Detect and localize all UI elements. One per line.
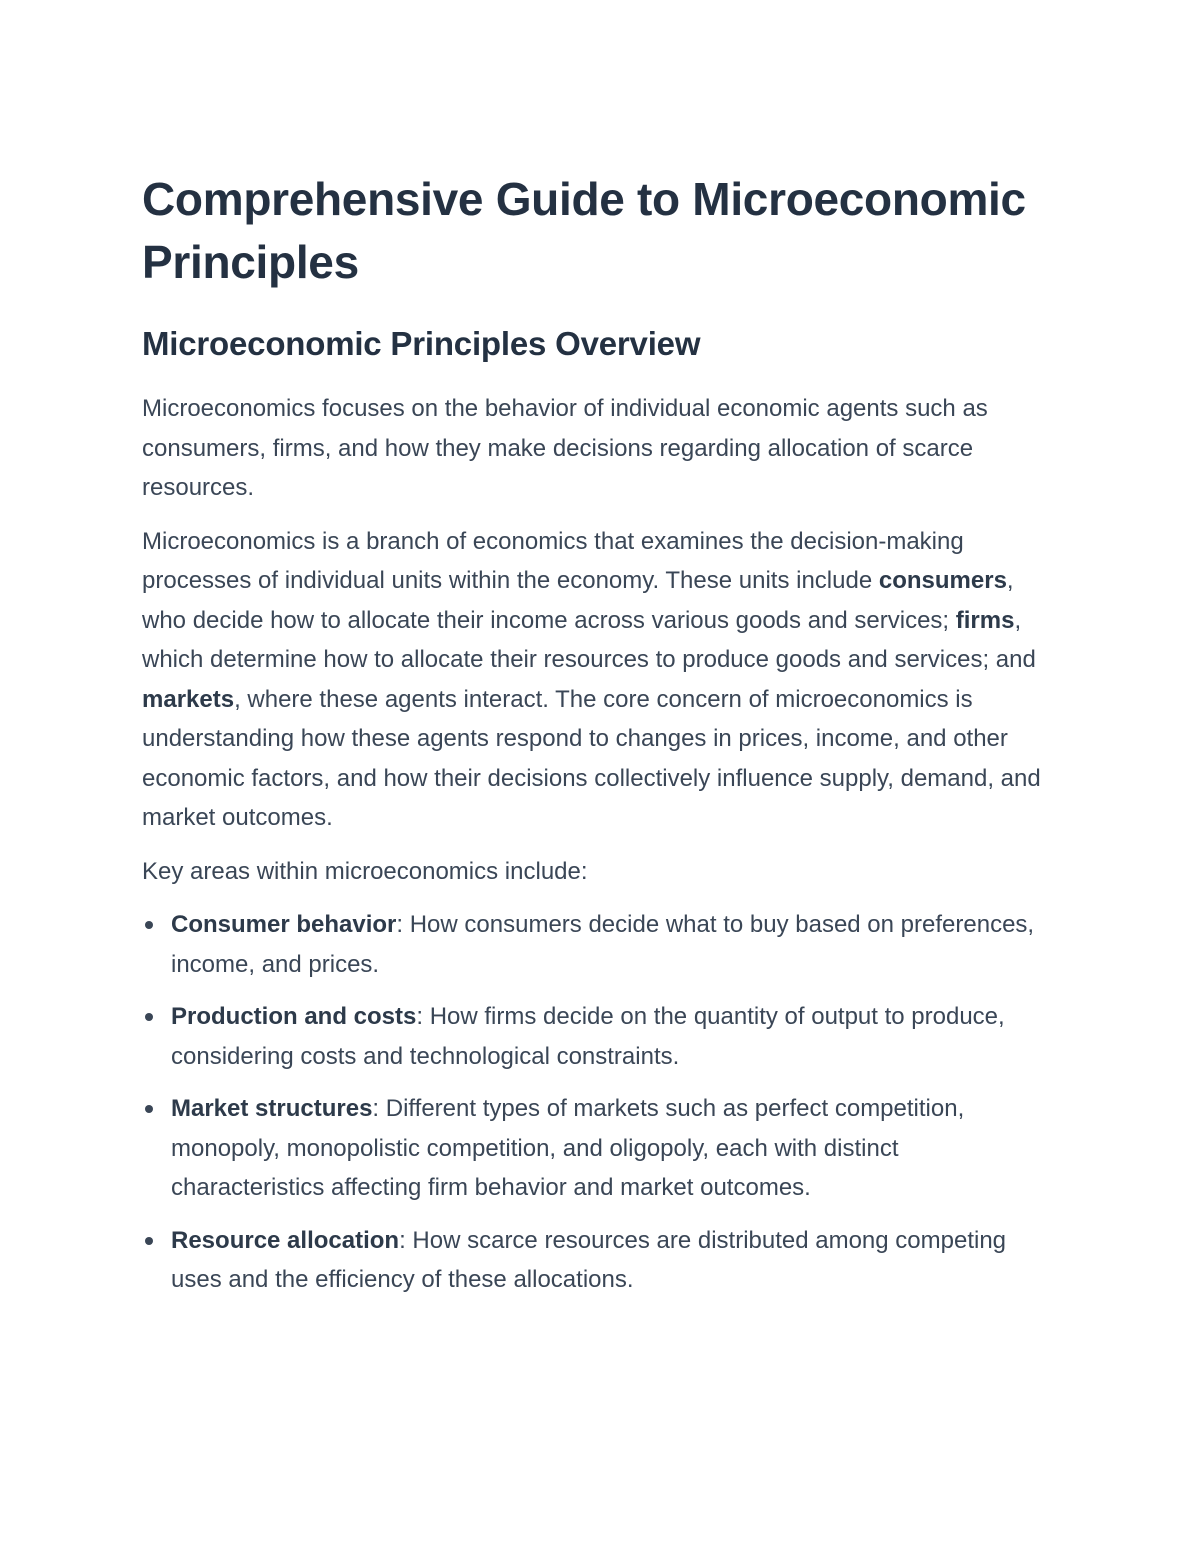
list-item-term: Production and costs (171, 1003, 417, 1030)
bullet-icon (145, 1237, 153, 1245)
body-text-part-1: Microeconomics is a branch of economics that examines the decision-making processes of individual units within the economy. These units include (142, 527, 964, 594)
list-item-consumer-behavior (142, 905, 1042, 984)
intro-paragraph: Microeconomics focuses on the behavior of individual economic agents such as consumers, firms, and how they make decisions regarding allocation of scarce resources. (142, 395, 988, 501)
section-heading: Microeconomic Principles Overview (142, 325, 701, 362)
list-item-term: Market structures (171, 1095, 373, 1122)
key-areas-list (142, 905, 1042, 1300)
key-areas-intro: Key areas within microeconomics include: (142, 857, 588, 885)
body-text-part-2: , who decide how to allocate their income across various goods and services; (142, 567, 1014, 634)
term-consumers: consumers (878, 567, 1007, 594)
body-text-part-4: , where these agents interact. The core concern of microeconomics is understanding how these agents respond to changes in prices, income, and other economic factors, and how their decisions collectively influence supply, demand, and market outcomes. (142, 685, 1041, 831)
term-firms: firms (955, 606, 1015, 634)
list-item-market-structures (142, 1089, 1042, 1208)
body-paragraph (142, 522, 1042, 838)
list-item-text: : Different types of markets such as perfect competition, monopoly, monopolistic competition, and oligopoly, each with distinct characteristics affecting firm behavior and market outcomes. (171, 1095, 965, 1201)
term-markets: markets (142, 685, 235, 713)
bullet-icon (145, 1105, 153, 1113)
list-item-text: : How firms decide on the quantity of output to produce, considering costs and technological constraints. (171, 1003, 1005, 1070)
page-title: Comprehensive Guide to Microeconomic Principles (142, 173, 1026, 288)
list-item-term: Resource allocation (171, 1226, 400, 1254)
document-page (142, 168, 1042, 1313)
body-text-part-3: , which determine how to allocate their resources to produce goods and services; and (142, 606, 1036, 673)
list-item-term: Consumer behavior (171, 911, 397, 938)
list-item-resource-allocation (142, 1221, 1042, 1300)
bullet-icon (145, 1013, 153, 1021)
list-item-text: : How consumers decide what to buy based on preferences, income, and prices. (171, 911, 1035, 978)
list-item-production-and-costs (142, 997, 1042, 1076)
list-item-text: : How scarce resources are distributed among competing uses and the efficiency of these allocations. (171, 1226, 1007, 1293)
bullet-icon (145, 921, 153, 929)
